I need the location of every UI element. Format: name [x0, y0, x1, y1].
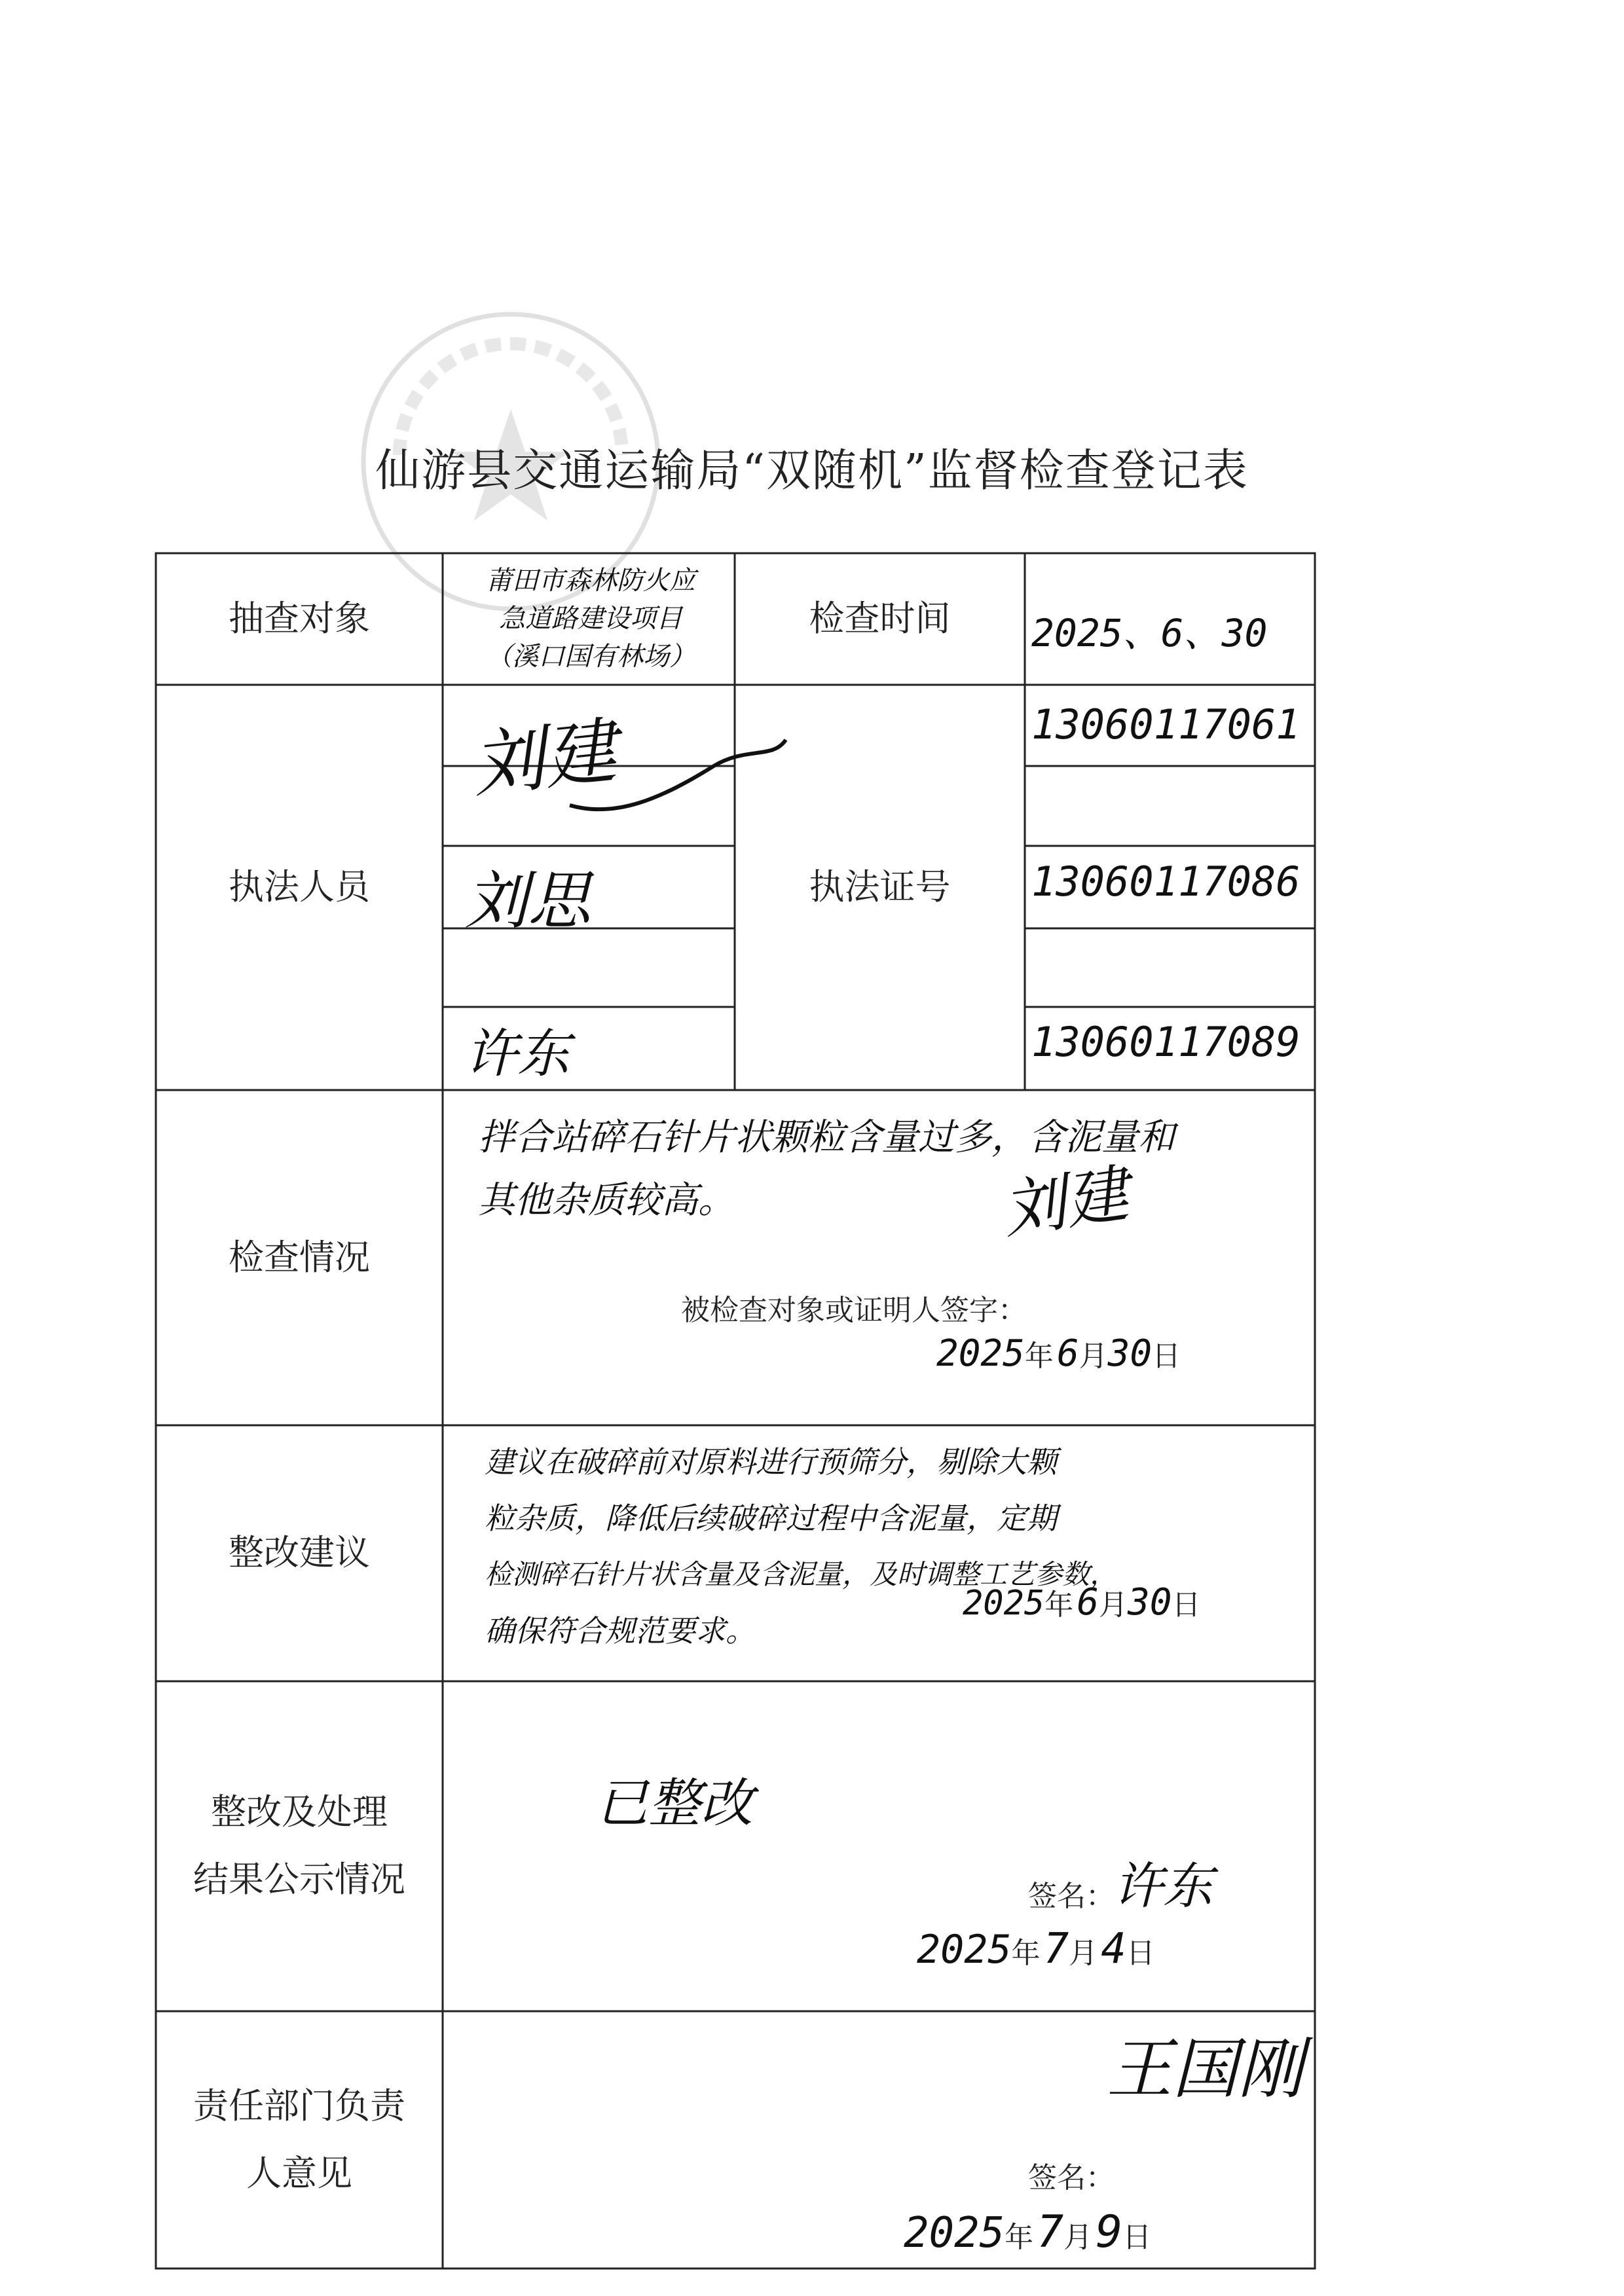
label-target: 抽查对象	[229, 598, 370, 640]
label-officers: 执法人员	[229, 866, 370, 908]
year-unit: 年	[1011, 1937, 1041, 1970]
situation-signer-label: 被检查对象或证明人签字：	[681, 1294, 1027, 1327]
suggestion-date-year: 2025	[963, 1584, 1045, 1623]
label-inspect-time: 检查时间	[809, 598, 951, 640]
target-line-1: 莆田市森林防火应	[486, 566, 695, 596]
opinion-date-month: 7	[1037, 2206, 1064, 2258]
situation-date-day: 30	[1107, 1332, 1153, 1375]
label-suggestion: 整改建议	[229, 1532, 370, 1574]
result-date-day: 4	[1101, 1925, 1126, 1973]
year-unit: 年	[1024, 1339, 1054, 1373]
situation-date-month: 6	[1056, 1332, 1079, 1375]
month-unit: 月	[1069, 1937, 1098, 1970]
cert-number-1: 13060117061	[1031, 701, 1301, 748]
suggestion-line-2: 粒杂质，降低后续破碎过程中含泥量，定期	[485, 1501, 1057, 1536]
situation-line-1: 拌合站碎石针片状颗粒含量过多，含泥量和	[478, 1116, 1175, 1159]
opinion-date-year: 2025	[904, 2209, 1005, 2257]
officer-signature-2: 刘思	[465, 864, 591, 938]
day-unit: 日	[1172, 1588, 1201, 1622]
target-value	[448, 562, 733, 676]
label-opinion	[156, 2011, 443, 2269]
suggestion-date-month: 6	[1077, 1581, 1099, 1624]
situation-line-2: 其他杂质较高。	[478, 1179, 735, 1222]
label-situation: 检查情况	[229, 1236, 370, 1278]
day-unit: 日	[1122, 2221, 1152, 2254]
officer-signature-3: 许东	[465, 1023, 570, 1084]
suggestion-line-1: 建议在破碎前对原料进行预筛分，剔除大颗	[485, 1444, 1057, 1480]
officer-signature-1: 刘建	[468, 708, 621, 808]
result-date-month: 7	[1043, 1925, 1069, 1973]
cert-number-2: 13060117086	[1031, 858, 1301, 905]
cert-number-3: 13060117089	[1031, 1018, 1301, 1066]
result-date	[917, 1925, 1155, 1973]
target-line-3: （溪口国有林场）	[486, 642, 695, 672]
label-opinion-line-2: 人意见	[246, 2152, 352, 2194]
month-unit: 月	[1099, 1588, 1128, 1622]
result-signature: 许东	[1113, 1857, 1213, 1915]
situation-text	[478, 1106, 1310, 1232]
inspect-time-value: 2025、6、30	[1031, 611, 1268, 655]
suggestion-date-day: 30	[1128, 1581, 1172, 1624]
year-unit: 年	[1044, 1588, 1074, 1622]
label-opinion-line-1: 责任部门负责	[193, 2085, 405, 2126]
form-title: 仙游县交通运输局“双随机”监督检查登记表	[375, 445, 1249, 497]
label-result-line-1: 整改及处理	[211, 1791, 388, 1833]
opinion-date	[904, 2206, 1151, 2258]
situation-date	[936, 1332, 1181, 1375]
year-unit: 年	[1005, 2221, 1034, 2254]
situation-signer-signature: 刘建	[998, 1157, 1133, 1247]
opinion-sign-label: 签名：	[1028, 2161, 1115, 2195]
target-line-2: 急道路建设项目	[499, 604, 682, 634]
opinion-date-day: 9	[1096, 2206, 1123, 2258]
result-text: 已整改	[596, 1773, 753, 1834]
month-unit: 月	[1063, 2221, 1093, 2254]
opinion-signature: 王国刚	[1107, 2031, 1303, 2107]
suggestion-line-3: 检测碎石针片状含量及含泥量，及时调整工艺参数，	[485, 1558, 1118, 1590]
label-cert-no: 执法证号	[809, 866, 951, 908]
result-sign-label: 签名：	[1028, 1880, 1115, 1913]
suggestion-text	[485, 1434, 1310, 1659]
result-date-year: 2025	[917, 1927, 1012, 1973]
day-unit: 日	[1126, 1937, 1155, 1970]
day-unit: 日	[1152, 1339, 1181, 1373]
suggestion-date	[963, 1581, 1200, 1624]
suggestion-line-4: 确保符合规范要求。	[485, 1613, 756, 1649]
situation-date-year: 2025	[936, 1332, 1025, 1375]
month-unit: 月	[1079, 1339, 1108, 1373]
label-result	[156, 1681, 443, 2011]
label-result-line-2: 结果公示情况	[193, 1859, 405, 1900]
